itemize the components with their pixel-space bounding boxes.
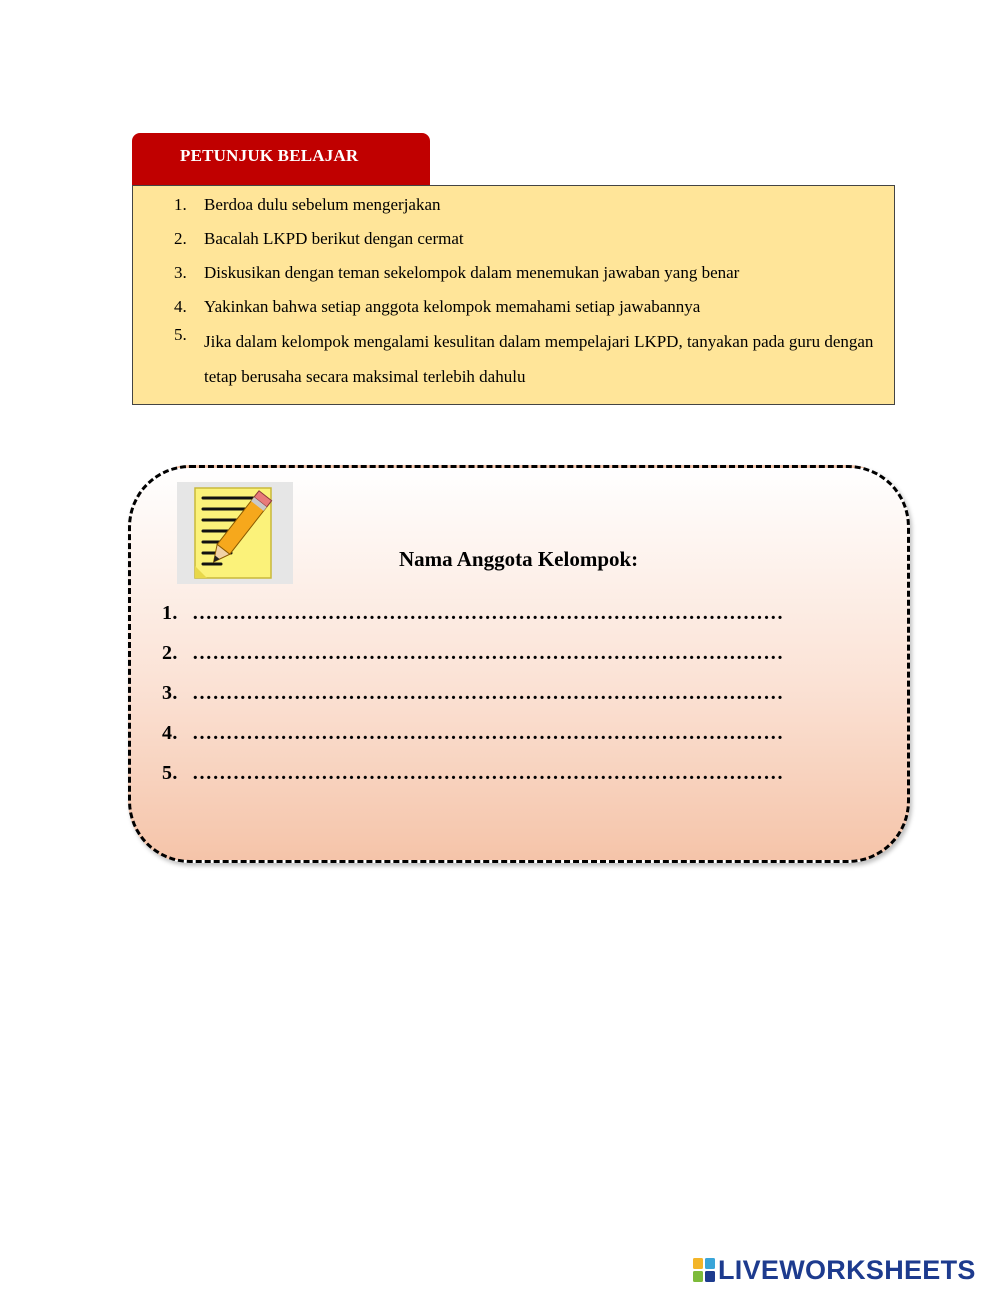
member-row xyxy=(162,721,784,761)
instruction-number: 5. xyxy=(174,325,187,344)
instructions-title: PETUNJUK BELAJAR xyxy=(180,146,359,165)
notepad-pencil-icon xyxy=(177,482,293,584)
member-row xyxy=(162,681,784,721)
instruction-text: Berdoa dulu sebelum mengerjakan xyxy=(204,195,441,214)
instruction-item xyxy=(133,194,894,216)
member-row xyxy=(162,641,784,681)
instruction-item xyxy=(133,296,894,318)
instruction-number: 2. xyxy=(174,229,187,248)
instruction-text: Bacalah LKPD berikut dengan cermat xyxy=(204,229,464,248)
instruction-item xyxy=(133,262,894,284)
instruction-item xyxy=(133,228,894,250)
instruction-number: 1. xyxy=(174,195,187,214)
liveworksheets-logo xyxy=(693,1255,976,1285)
group-title: Nama Anggota Kelompok: xyxy=(399,547,639,571)
liveworksheets-logo-icon xyxy=(693,1258,715,1282)
member-row xyxy=(162,601,784,641)
member-number: 4. xyxy=(162,722,178,744)
member-number: 1. xyxy=(162,602,178,624)
instructions-list xyxy=(133,186,894,394)
instruction-text: Jika dalam kelompok mengalami kesulitan dalam mempelajari LKPD, tanyakan pada guru dengan tetap berusaha secara maksimal terlebih dahulu xyxy=(204,332,874,386)
member-list xyxy=(162,601,784,801)
member-number: 2. xyxy=(162,642,178,664)
member-blank-field[interactable]: …………………………………………………………………………… xyxy=(192,722,784,744)
member-blank-field[interactable]: …………………………………………………………………………… xyxy=(192,762,784,784)
instructions-tab xyxy=(132,133,430,185)
group-members-box xyxy=(128,465,910,863)
instructions-box xyxy=(132,185,895,405)
member-number: 5. xyxy=(162,762,178,784)
member-row xyxy=(162,761,784,801)
member-blank-field[interactable]: …………………………………………………………………………… xyxy=(192,602,784,624)
member-blank-field[interactable]: …………………………………………………………………………… xyxy=(192,642,784,664)
member-number: 3. xyxy=(162,682,178,704)
instruction-number: 4. xyxy=(174,297,187,316)
instruction-item xyxy=(133,324,894,394)
brand-name: LIVEWORKSHEETS xyxy=(718,1254,976,1285)
instruction-text: Diskusikan dengan teman sekelompok dalam menemukan jawaban yang benar xyxy=(204,263,740,282)
instruction-text: Yakinkan bahwa setiap anggota kelompok memahami setiap jawabannya xyxy=(204,297,701,316)
instruction-number: 3. xyxy=(174,263,187,282)
member-blank-field[interactable]: …………………………………………………………………………… xyxy=(192,682,784,704)
